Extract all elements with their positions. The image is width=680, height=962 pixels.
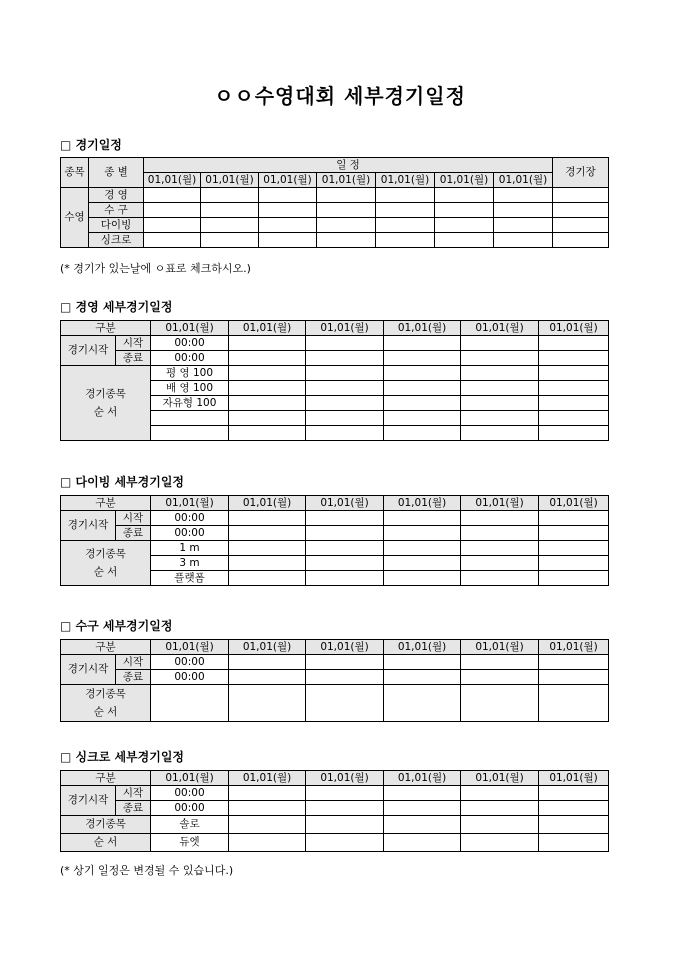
footer-note: (* 상기 일정은 변경될 수 있습니다.) [60,864,234,877]
section-heading-waterpolo: □ 수구 세부경기일정 [60,619,173,633]
kind-cell: 싱크로 [89,233,144,248]
start-label: 경기시작 [61,786,116,816]
date-header: 01,01(월) [384,321,461,336]
header-kind: 종 별 [89,158,144,188]
date-header: 01,01(월) [259,173,317,188]
order-label-1: 경기종목 [85,688,126,700]
date-header: 01,01(월) [461,640,539,655]
date-header: 01,01(월) [229,640,306,655]
date-header: 01,01(월) [384,771,461,786]
date-header: 01,01(월) [201,173,259,188]
date-header: 01,01(월) [229,496,306,511]
schedule-table [60,157,609,248]
end-sub: 종료 [116,801,151,816]
order-label [61,366,151,441]
order-label [61,685,151,722]
date-header: 01,01(월) [229,321,306,336]
date-header: 01,01(월) [539,771,609,786]
time-cell[interactable]: 00:00 [151,670,229,685]
order-label-1: 경기종목 [61,816,151,834]
section-heading-synchro: □ 싱크로 세부경기일정 [60,750,185,764]
date-header: 01,01(월) [494,173,553,188]
time-cell[interactable]: 00:00 [151,526,229,541]
item-cell[interactable]: 자유형 100 [151,396,229,411]
start-label: 경기시작 [61,336,116,366]
header-division: 구분 [61,496,151,511]
date-header: 01,01(월) [539,496,609,511]
time-cell[interactable]: 00:00 [151,336,229,351]
start-label: 경기시작 [61,511,116,541]
item-cell[interactable]: 플랫폼 [151,571,229,586]
time-cell[interactable]: 00:00 [151,351,229,366]
order-label [61,541,151,586]
item-cell[interactable]: 3 m [151,556,229,571]
date-header: 01,01(월) [306,640,384,655]
kind-cell: 다이빙 [89,218,144,233]
date-header: 01,01(월) [151,321,229,336]
item-cell[interactable]: 듀엣 [151,834,229,852]
item-cell[interactable]: 1 m [151,541,229,556]
group-cell: 수영 [61,188,89,248]
end-sub: 종료 [116,526,151,541]
date-header: 01,01(월) [461,771,539,786]
section-heading-swimming: □ 경영 세부경기일정 [60,300,173,314]
kind-cell: 수 구 [89,203,144,218]
start-label: 경기시작 [61,655,116,685]
order-label-2: 순 서 [61,834,151,852]
header-division: 구분 [61,771,151,786]
date-header: 01,01(월) [384,496,461,511]
date-header: 01,01(월) [376,173,435,188]
date-header: 01,01(월) [461,496,539,511]
header-division: 구분 [61,321,151,336]
start-sub: 시작 [116,786,151,801]
order-label-2: 순 서 [93,406,118,418]
swimming-table [60,320,609,441]
time-cell[interactable]: 00:00 [151,786,229,801]
date-header: 01,01(월) [151,640,229,655]
section-heading-diving: □ 다이빙 세부경기일정 [60,475,185,489]
date-header: 01,01(월) [151,496,229,511]
section-heading-schedule: □ 경기일정 [60,138,122,152]
date-header: 01,01(월) [539,321,609,336]
date-header: 01,01(월) [306,321,384,336]
date-header: 01,01(월) [539,640,609,655]
date-header: 01,01(월) [317,173,376,188]
order-label-2: 순 서 [93,566,118,578]
end-sub: 종료 [116,351,151,366]
time-cell[interactable]: 00:00 [151,511,229,526]
date-header: 01,01(월) [306,771,384,786]
page-title: ㅇㅇ수영대회 세부경기일정 [214,84,466,108]
start-sub: 시작 [116,336,151,351]
order-label-2: 순 서 [93,706,118,718]
time-cell[interactable]: 00:00 [151,655,229,670]
item-cell[interactable]: 솔로 [151,816,229,834]
date-header: 01,01(월) [229,771,306,786]
date-header: 01,01(월) [384,640,461,655]
diving-table [60,495,609,586]
header-venue: 경기장 [553,158,609,188]
synchro-table [60,770,609,852]
order-label-1: 경기종목 [85,388,126,400]
date-header: 01,01(월) [306,496,384,511]
date-header: 01,01(월) [461,321,539,336]
end-sub: 종료 [116,670,151,685]
kind-cell: 경 영 [89,188,144,203]
time-cell[interactable]: 00:00 [151,801,229,816]
date-header: 01,01(월) [151,771,229,786]
order-label-1: 경기종목 [85,548,126,560]
schedule-note: (* 경기가 있는날에 ㅇ표로 체크하시오.) [60,262,251,275]
start-sub: 시작 [116,511,151,526]
start-sub: 시작 [116,655,151,670]
date-header: 01,01(월) [435,173,494,188]
header-division: 구분 [61,640,151,655]
item-cell[interactable]: 배 영 100 [151,381,229,396]
header-event: 종목 [61,158,89,188]
header-schedule: 일 정 [144,158,553,173]
item-cell[interactable]: 평 영 100 [151,366,229,381]
date-header: 01,01(월) [144,173,201,188]
waterpolo-table [60,639,609,722]
